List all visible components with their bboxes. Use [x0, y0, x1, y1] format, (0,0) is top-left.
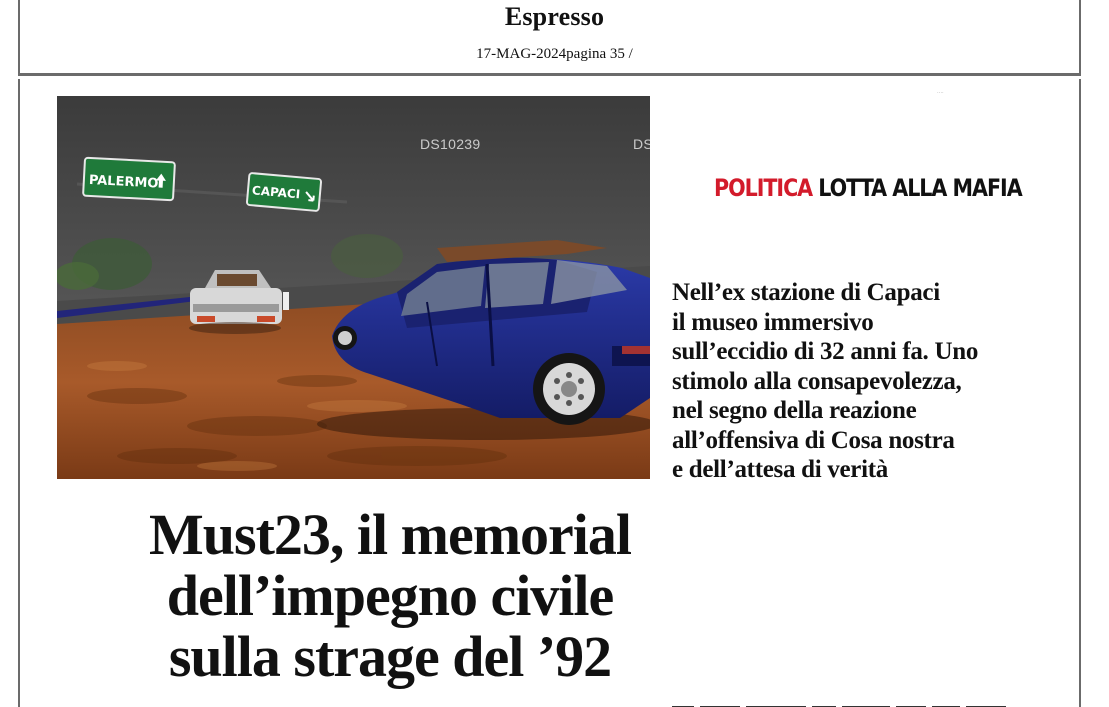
faint-mark: ····: [937, 90, 944, 96]
svg-text:CAPACI: CAPACI: [251, 183, 301, 202]
kicker-topic: LOTTA ALLA MAFIA: [818, 174, 1022, 202]
article-headline: [80, 504, 700, 687]
deck-line: e dell’attesa di verità: [672, 456, 888, 483]
cut-off-body-text: [672, 699, 1012, 707]
photo-watermark: DS10239: [633, 136, 694, 152]
article-photo: [57, 96, 650, 479]
photo-watermark: DS10239: [420, 136, 481, 152]
dateline: 17-MAG-2024pagina 35 /: [476, 46, 633, 62]
road-sign-capaci: [247, 173, 322, 211]
deck-line: sull’eccidio di 32 anni fa. Uno: [672, 338, 979, 365]
deck-line: il museo immersivo: [672, 308, 874, 336]
publication-title: Espresso: [504, 2, 605, 31]
headline-line: dell’impegno civile: [166, 563, 614, 628]
kicker-section: POLITICA: [714, 174, 813, 202]
section-kicker: [714, 174, 1022, 202]
road-sign-palermo: [83, 158, 175, 201]
headline-line: Must23, il memorial: [149, 502, 631, 567]
svg-text:PALERMO: PALERMO: [88, 172, 159, 192]
deck-line: Nell’ex stazione di Capaci: [672, 279, 940, 306]
headline-line: sulla strage del ’92: [168, 624, 612, 689]
deck-line: all’offensiva di Cosa nostra: [672, 426, 955, 454]
car-wreck-photo-icon: [57, 96, 650, 479]
article-deck: [672, 278, 1052, 485]
deck-line: nel segno della reazione: [672, 397, 917, 424]
deck-line: stimolo alla consapevolezza,: [672, 367, 962, 395]
